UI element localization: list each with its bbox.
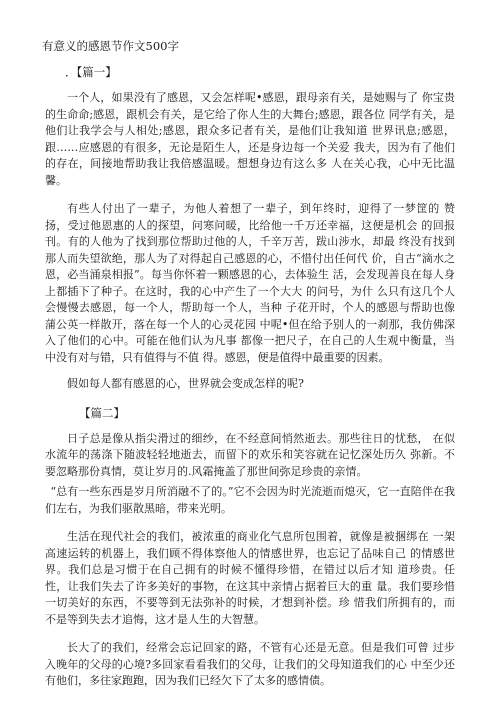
section1-question: 假如每人都有感恩的心，世界就会变成怎样的呢? [67,377,304,390]
section2-paragraph-4: 长大了的我们，经常会忘记回家的路，不管有心还是无意。但是我们可曾 过步入晚年的父母的心境?多回家看看我们的父母，让我们的父母知道我们的心 中至少还有他们，多往家跑跑，因为我们已经欠下了太多的感情债。 [45,641,455,687]
section2-paragraph-1: 日子总是像从指尖滑过的细纱，在不经意间悄然逝去。那些往日的忧愁， 在似水流年的荡涤下随波轻轻地逝去，而留下的欢乐和笑容就在记忆深处历久 弥新。不要忽略那份真情，莫让岁月的.风霜掩盖了那世间弥足珍贵的亲情。 [45,431,455,478]
section2-paragraph-3: 生活在现代社会的我们，被浓重的商业化气息所包围着，就像是被捆绑在 一架高速运转的机器上，我们顾不得体察他人的情感世界，也忘记了品味自己 的情感世界。我们总是习惯于在自己拥有的时候不懂得珍惜，在错过以后才知 道珍贵。任性，让我们失去了许多美好的事物，在这其中亲情占据着巨大的重 量。我们要珍惜一切美好的东西，不要等到无法弥补的时候，才想到补偿。珍 惜我们所拥有的，而不是等到失去才追悔，这才是人生的大智慧。 [45,530,455,626]
section2-paragraph-2: “总有一些东西是岁月所消融不了的。”它不会因为时光流逝而熄灭，它一直陪伴在我们左右，为我们驱散黑暗，带来光明。 [45,485,455,515]
section-heading-1: ．【篇一】 [65,65,117,79]
section-heading-2: 【篇二】 [79,405,125,420]
section1-paragraph-2: 有些人付出了一辈子，为他人着想了一辈子，到年终时，迎得了一梦筐的 赞扬，受过他恩惠的人的探望，问寒问暖，比给他一千万还幸福，这便是机会 的回报刊。有的人他为了找到那位帮助过他的人，千辛万苦，跋山涉水，却最 终没有找到那人而失望欲绝，那人为了对得起自己感恩的心，不惜付出任何代 价，自古“滴水之恩，必当涌泉相报”。每当你怀着一颗感恩的心，去体验生 活，会发现善良在每人身上都插下了种子。在这时，我的心中产生了一个大大 的问号，为什 么只有这几个人会慢慢去感恩，每一个人，帮助每一个人，当种 子花开时，个人的感恩与帮助也像蒲公英一样散开，落在每一个人的心灵花园 中呢•但在给予别人的一刹那，我仿佛深入了他们的心中。可能在他们认为凡事 都像一把尺子，在自己的人生观中衡量，当中没有对与错，只有值得与不值 得。感恩，便是值得中最重要的因素。 [45,202,455,364]
section1-paragraph-1: 一个人，如果没有了感恩，又会怎样呢•感恩，跟母亲有关，是她赐与了 你宝贵的生命命;感恩，跟机会有关，是它给了你人生的大舞台;感恩，跟各位 同学有关，是他们让我学会与人相处;感恩，跟众多记者有关，是他们让我知道 世界讯息;感恩，跟……应感恩的有很多，无论是陌生人，还是身边每一个关爱 我夫，因为有了他们的存在，间接地帮助我让我倍感温暖。想想身边有这么多 人在关心我，心中无比温馨。 [45,91,455,187]
document-title: 有意义的感恩节作文500字 [42,39,179,53]
